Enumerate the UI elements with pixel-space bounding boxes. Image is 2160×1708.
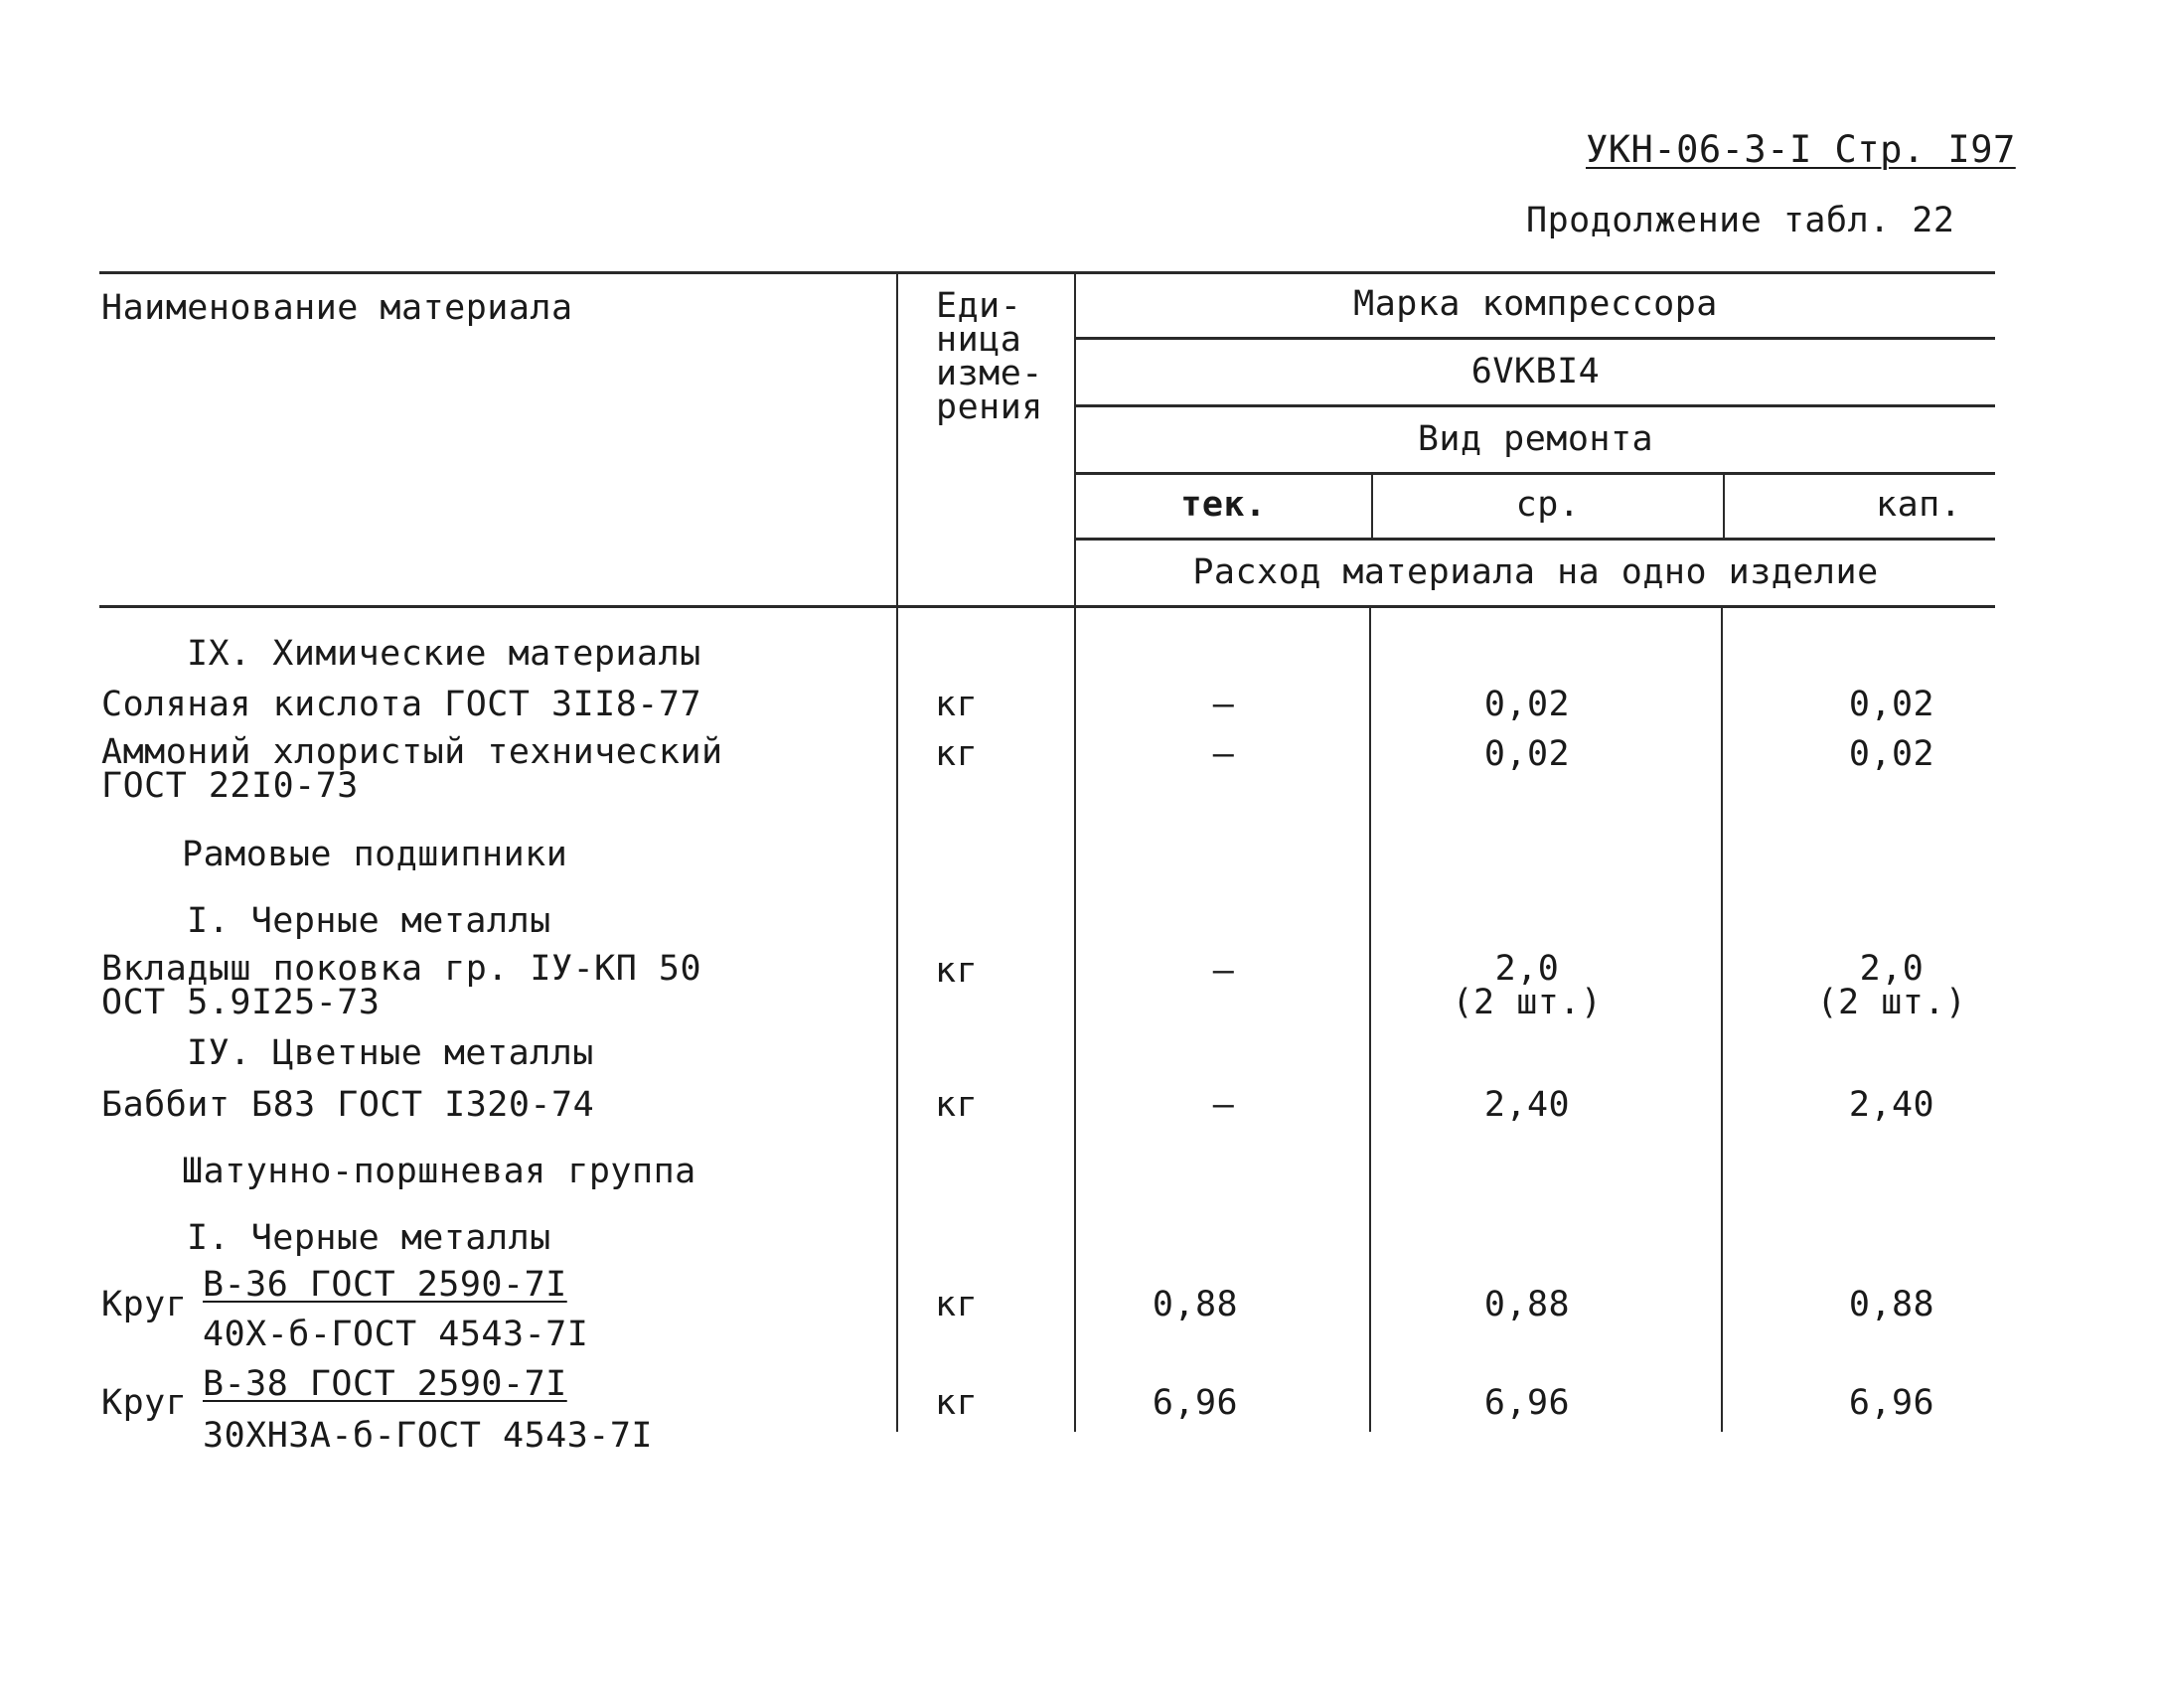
row-hydrochloric-acid-sr: 0,02	[1483, 685, 1571, 724]
unit-column-header-1: Еди-	[936, 286, 1022, 326]
unit-column-header-4: рения	[936, 388, 1043, 427]
section-ferrous-metals-1: I. Черные металлы	[187, 901, 551, 941]
row-round-bar-1-sr: 0,88	[1483, 1285, 1571, 1324]
row-babbitt-unit: кг	[935, 1085, 979, 1125]
row-hydrochloric-acid-kap: 0,02	[1848, 685, 1935, 724]
row-round-bar-1-top: В-36 ГОСТ 2590-7I	[203, 1265, 567, 1305]
divider-sr-kap	[1721, 605, 1723, 1432]
row-hydrochloric-acid-tek: –	[1212, 685, 1235, 724]
divider-tek-sr	[1369, 605, 1371, 1432]
row-round-bar-1-prefix: Круг	[101, 1285, 188, 1324]
row-bearing-liner-name-2: ОСТ 5.9I25-73	[101, 983, 381, 1022]
row-babbitt-tek: –	[1212, 1085, 1235, 1125]
row-round-bar-2-sr: 6,96	[1483, 1383, 1571, 1423]
row-ammonium-chloride-unit: кг	[935, 734, 979, 774]
table-continuation-label: Продолжение табл. 22	[1526, 201, 1955, 240]
unit-column-header-2: ница	[936, 320, 1022, 360]
repair-col-kap: кап.	[1876, 485, 1962, 525]
row-bearing-liner-sr-count: (2 шт.)	[1452, 983, 1603, 1022]
row-round-bar-1-bottom: 40Х-б-ГОСТ 4543-7I	[203, 1315, 589, 1354]
row-round-bar-1-unit: кг	[935, 1285, 979, 1324]
rule-below-model	[1076, 404, 1995, 407]
section-nonferrous-metals: IУ. Цветные металлы	[187, 1033, 594, 1073]
table-top-rule	[99, 271, 1995, 274]
row-bearing-liner-kap-count: (2 шт.)	[1816, 983, 1967, 1022]
repair-col-tek: тек.	[1180, 485, 1267, 525]
row-round-bar-2-prefix: Круг	[101, 1383, 188, 1423]
rule-below-repair-cols	[1076, 538, 1995, 541]
group-frame-bearings: Рамовые подшипники	[182, 835, 568, 874]
document-reference: УКН-06-3-I Стр. I97	[1586, 128, 2016, 171]
row-bearing-liner-kap: 2,0	[1859, 949, 1925, 989]
row-round-bar-2-unit: кг	[935, 1383, 979, 1423]
row-hydrochloric-acid-unit: кг	[935, 685, 979, 724]
rule-below-brand	[1076, 337, 1995, 340]
table-header-bottom-rule	[99, 605, 1995, 608]
row-bearing-liner-name-1: Вкладыш поковка гр. IУ-КП 50	[101, 949, 702, 989]
row-bearing-liner-tek: –	[1212, 951, 1235, 991]
row-round-bar-1-tek: 0,88	[1152, 1285, 1239, 1324]
row-hydrochloric-acid-name: Соляная кислота ГОСТ 3II8-77	[101, 685, 702, 724]
consumption-header: Расход материала на одно изделие	[1192, 552, 1879, 592]
row-ammonium-chloride-name-1: Аммоний хлористый технический	[101, 732, 723, 772]
compressor-brand-header: Марка компрессора	[1353, 284, 1718, 324]
row-round-bar-2-top: В-38 ГОСТ 2590-7I	[203, 1364, 567, 1404]
row-ammonium-chloride-kap: 0,02	[1848, 734, 1935, 774]
row-round-bar-1-kap: 0,88	[1848, 1285, 1935, 1324]
row-babbitt-name: Баббит Б83 ГОСТ I320-74	[101, 1085, 595, 1125]
divider-name-unit	[896, 271, 898, 1432]
row-round-bar-2-bottom: 30ХН3А-б-ГОСТ 4543-7I	[203, 1416, 654, 1456]
divider-sr-kap-header	[1723, 472, 1725, 538]
row-ammonium-chloride-sr: 0,02	[1483, 734, 1571, 774]
repair-type-header: Вид ремонта	[1417, 419, 1654, 459]
rule-below-repair-type	[1076, 472, 1995, 475]
section-chemical-materials: IX. Химические материалы	[187, 634, 701, 674]
row-round-bar-2-kap: 6,96	[1848, 1383, 1935, 1423]
section-ferrous-metals-2: I. Черные металлы	[187, 1218, 551, 1258]
repair-col-sr: ср.	[1515, 485, 1581, 525]
row-round-bar-2-tek: 6,96	[1152, 1383, 1239, 1423]
group-connecting-rod-piston: Шатунно-поршневая группа	[182, 1152, 696, 1191]
row-babbitt-sr: 2,40	[1483, 1085, 1571, 1125]
material-column-header: Наименование материала	[101, 288, 573, 328]
row-babbitt-kap: 2,40	[1848, 1085, 1935, 1125]
row-ammonium-chloride-name-2: ГОСТ 22I0-73	[101, 766, 359, 806]
row-ammonium-chloride-tek: –	[1212, 734, 1235, 774]
row-bearing-liner-sr: 2,0	[1494, 949, 1560, 989]
row-bearing-liner-unit: кг	[935, 951, 979, 991]
compressor-model: 6VKBI4	[1470, 352, 1601, 391]
unit-column-header-3: изме-	[936, 354, 1043, 393]
